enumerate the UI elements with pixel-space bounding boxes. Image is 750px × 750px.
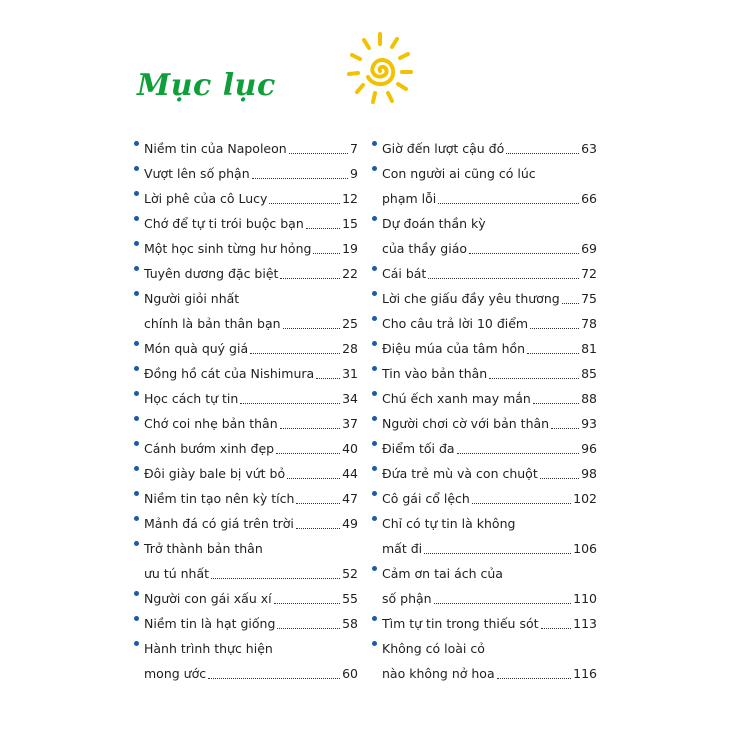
- toc-entry[interactable]: [375, 636, 597, 686]
- bullet-icon: [134, 266, 139, 271]
- toc-entry-line: [144, 486, 358, 511]
- toc-page-number: 66: [581, 191, 597, 206]
- bullet-icon: [372, 216, 377, 221]
- dot-leader: [428, 278, 579, 279]
- toc-entry-line: [382, 411, 597, 436]
- toc-entry[interactable]: [375, 486, 597, 511]
- toc-entry-line: [144, 611, 358, 636]
- toc-entry-line: [382, 636, 597, 661]
- toc-entry[interactable]: [375, 461, 597, 486]
- dot-leader: [457, 453, 580, 454]
- bullet-icon: [372, 441, 377, 446]
- dot-leader: [497, 678, 572, 679]
- toc-page-number: 58: [342, 616, 358, 631]
- toc-entry-title: Lời phê của cô Lucy: [144, 191, 268, 206]
- bullet-icon: [134, 191, 139, 196]
- bullet-icon: [134, 591, 139, 596]
- toc-entry-line: [144, 436, 358, 461]
- toc-entry[interactable]: [375, 336, 597, 361]
- dot-leader: [438, 203, 579, 204]
- toc-entry-title: Dự đoán thần kỳ: [382, 216, 486, 231]
- toc-page-number: 98: [581, 466, 597, 481]
- toc-entry-title: Niềm tin tạo nên kỳ tích: [144, 491, 295, 506]
- toc-page-number: 34: [342, 391, 358, 406]
- bullet-icon: [134, 366, 139, 371]
- dot-leader: [280, 278, 340, 279]
- toc-page-number: 49: [342, 516, 358, 531]
- bullet-icon: [134, 166, 139, 171]
- bullet-icon: [372, 566, 377, 571]
- dot-leader: [472, 503, 571, 504]
- toc-entry-title: phạm lỗi: [382, 191, 437, 206]
- toc-entry-title: Điểm tối đa: [382, 441, 455, 456]
- toc-page-number: 52: [342, 566, 358, 581]
- dot-leader: [296, 503, 340, 504]
- toc-entry-title: Cái bát: [382, 266, 427, 281]
- toc-entry[interactable]: [137, 386, 358, 411]
- toc-entry[interactable]: [375, 386, 597, 411]
- toc-entry[interactable]: [137, 186, 358, 211]
- toc-entry-title: Cho câu trả lời 10 điểm: [382, 316, 529, 331]
- toc-entry[interactable]: [137, 161, 358, 186]
- dot-leader: [469, 253, 579, 254]
- bullet-icon: [134, 341, 139, 346]
- toc-entry-title: Lời che giấu đầy yêu thương: [382, 291, 560, 306]
- toc-entry-line: [382, 186, 597, 211]
- toc-entry-line: [144, 636, 358, 661]
- toc-entry-title: Chú ếch xanh may mắn: [382, 391, 531, 406]
- toc-page-number: 93: [581, 416, 597, 431]
- toc-entry[interactable]: [137, 211, 358, 236]
- bullet-icon: [134, 641, 139, 646]
- toc-entry-title: Cánh bướm xinh đẹp: [144, 441, 275, 456]
- dot-leader: [313, 253, 340, 254]
- dot-leader: [208, 678, 340, 679]
- toc-page-number: 110: [573, 591, 597, 606]
- dot-leader: [306, 228, 340, 229]
- bullet-icon: [134, 616, 139, 621]
- toc-entry-line: [382, 236, 597, 261]
- toc-page-number: 47: [342, 491, 358, 506]
- toc-entry-line: [382, 561, 597, 586]
- toc-page-number: 69: [581, 241, 597, 256]
- toc-entry-line: [382, 611, 597, 636]
- dot-leader: [252, 178, 348, 179]
- toc-entry-line: [382, 311, 597, 336]
- bullet-icon: [134, 291, 139, 296]
- toc-entry-title: Học cách tự tin: [144, 391, 239, 406]
- dot-leader: [506, 153, 579, 154]
- bullet-icon: [372, 466, 377, 471]
- toc-entry[interactable]: [137, 586, 358, 611]
- toc-page-number: 40: [342, 441, 358, 456]
- bullet-icon: [134, 516, 139, 521]
- toc-entry-title: Vượt lên số phận: [144, 166, 250, 181]
- toc-entry-line: [382, 586, 597, 611]
- toc-entry-title: Món quà quý giá: [144, 341, 249, 356]
- dot-leader: [283, 328, 341, 329]
- toc-entry-title: Điệu múa của tâm hồn: [382, 341, 526, 356]
- toc-entry[interactable]: [137, 236, 358, 261]
- toc-entry-line: [144, 186, 358, 211]
- toc-page-number: 60: [342, 666, 358, 681]
- toc-entry-line: [382, 361, 597, 386]
- bullet-icon: [134, 466, 139, 471]
- toc-entry-title: Đứa trẻ mù và con chuột: [382, 466, 538, 481]
- bullet-icon: [372, 641, 377, 646]
- toc-page-number: 15: [342, 216, 358, 231]
- toc-entry[interactable]: [375, 286, 597, 311]
- toc-entry[interactable]: [137, 336, 358, 361]
- toc-entry-line: [382, 336, 597, 361]
- toc-entry-title: Chớ coi nhẹ bản thân: [144, 416, 278, 431]
- bullet-icon: [372, 166, 377, 171]
- toc-page-number: 113: [573, 616, 597, 631]
- toc-entry-title: Con người ai cũng có lúc: [382, 166, 536, 181]
- dot-leader: [562, 303, 579, 304]
- toc-entry[interactable]: [137, 411, 358, 436]
- dot-leader: [527, 353, 579, 354]
- bullet-icon: [372, 266, 377, 271]
- toc-entry-title: mất đi: [382, 541, 423, 556]
- dot-leader: [276, 453, 340, 454]
- toc-entry-title: Cảm ơn tai ách của: [382, 566, 503, 581]
- dot-leader: [530, 328, 579, 329]
- dot-leader: [434, 603, 572, 604]
- dot-leader: [533, 403, 579, 404]
- dot-leader: [250, 353, 340, 354]
- toc-page-number: 78: [581, 316, 597, 331]
- toc-entry-line: [144, 161, 358, 186]
- toc-page-number: 63: [581, 141, 597, 156]
- dot-leader: [316, 378, 340, 379]
- toc-entry-title: ưu tú nhất: [144, 566, 210, 581]
- toc-entry-title: Tuyên dương đặc biệt: [144, 266, 279, 281]
- toc-entry-title: Chớ để tự ti trói buộc bạn: [144, 216, 304, 231]
- toc-entry[interactable]: [375, 136, 597, 161]
- toc-entry[interactable]: [375, 361, 597, 386]
- toc-entry-title: nào không nở hoa: [382, 666, 495, 681]
- toc-page-number: 7: [350, 141, 358, 156]
- toc-entry[interactable]: [375, 311, 597, 336]
- toc-entry-title: của thầy giáo: [382, 241, 467, 256]
- bullet-icon: [134, 141, 139, 146]
- bullet-icon: [372, 291, 377, 296]
- bullet-icon: [372, 491, 377, 496]
- toc-entry-line: [144, 136, 358, 161]
- toc-entry[interactable]: [137, 136, 358, 161]
- toc-entry[interactable]: [137, 486, 358, 511]
- dot-leader: [296, 528, 340, 529]
- toc-left-column: [137, 136, 358, 686]
- dot-leader: [289, 153, 348, 154]
- toc-entry-title: chính là bản thân bạn: [144, 316, 281, 331]
- toc-page-number: 88: [581, 391, 597, 406]
- toc-entry-line: [382, 386, 597, 411]
- toc-entry-title: Niềm tin của Napoleon: [144, 141, 287, 156]
- bullet-icon: [372, 341, 377, 346]
- toc-entry-line: [382, 161, 597, 186]
- toc-entry-title: Không có loài cỏ: [382, 641, 485, 656]
- toc-entry-line: [144, 311, 358, 336]
- toc-entry-line: [144, 661, 358, 686]
- toc-entry-line: [144, 411, 358, 436]
- sun-icon: [345, 30, 415, 106]
- toc-right-column: [375, 136, 597, 686]
- toc-page-number: 22: [342, 266, 358, 281]
- bullet-icon: [372, 316, 377, 321]
- toc-entry-line: [144, 236, 358, 261]
- toc-entry-line: [382, 461, 597, 486]
- toc-entry-title: Tìm tự tin trong thiếu sót: [382, 616, 539, 631]
- toc-entry[interactable]: [375, 161, 597, 211]
- toc-entry[interactable]: [137, 536, 358, 586]
- toc-entry-line: [144, 561, 358, 586]
- dot-leader: [269, 203, 340, 204]
- toc-entry-title: Hành trình thực hiện: [144, 641, 273, 656]
- toc-entry-line: [144, 586, 358, 611]
- bullet-icon: [134, 216, 139, 221]
- toc-entry[interactable]: [137, 461, 358, 486]
- toc-page-number: 25: [342, 316, 358, 331]
- toc-entry[interactable]: [137, 511, 358, 536]
- toc-entry-title: Cô gái cổ lệch: [382, 491, 470, 506]
- toc-entry-title: Đồng hồ cát của Nishimura: [144, 366, 315, 381]
- toc-page-number: 72: [581, 266, 597, 281]
- toc-entry-line: [144, 361, 358, 386]
- toc-entry-title: Người giỏi nhất: [144, 291, 240, 306]
- bullet-icon: [134, 241, 139, 246]
- bullet-icon: [372, 516, 377, 521]
- dot-leader: [277, 628, 340, 629]
- toc-entry-line: [144, 286, 358, 311]
- toc-entry-line: [144, 386, 358, 411]
- toc-page-number: 19: [342, 241, 358, 256]
- dot-leader: [540, 478, 579, 479]
- toc-entry-title: Tin vào bản thân: [382, 366, 488, 381]
- toc-entry[interactable]: [137, 611, 358, 636]
- toc-page-number: 12: [342, 191, 358, 206]
- dot-leader: [211, 578, 340, 579]
- bullet-icon: [372, 366, 377, 371]
- toc-entry-line: [382, 286, 597, 311]
- bullet-icon: [134, 491, 139, 496]
- toc-page-number: 106: [573, 541, 597, 556]
- toc-page-number: 116: [573, 666, 597, 681]
- dot-leader: [274, 603, 341, 604]
- toc-entry-title: Chỉ có tự tin là không: [382, 516, 516, 531]
- bullet-icon: [372, 391, 377, 396]
- toc-entry-title: Đôi giày bale bị vứt bỏ: [144, 466, 286, 481]
- toc-page-number: 55: [342, 591, 358, 606]
- toc-entry[interactable]: [137, 286, 358, 336]
- dot-leader: [551, 428, 579, 429]
- toc-entry[interactable]: [375, 561, 597, 611]
- toc-entry-title: mong ước: [144, 666, 207, 681]
- toc-entry[interactable]: [137, 436, 358, 461]
- toc-entry-title: số phận: [382, 591, 432, 606]
- toc-entry[interactable]: [375, 411, 597, 436]
- toc-page-number: 31: [342, 366, 358, 381]
- dot-leader: [541, 628, 572, 629]
- dot-leader: [240, 403, 340, 404]
- toc-entry[interactable]: [375, 511, 597, 561]
- toc-page-number: 75: [581, 291, 597, 306]
- toc-entry-title: Trở thành bản thân: [144, 541, 263, 556]
- toc-entry-line: [382, 536, 597, 561]
- toc-page-number: 96: [581, 441, 597, 456]
- toc-page-number: 44: [342, 466, 358, 481]
- toc-entry-line: [382, 211, 597, 236]
- toc-entry[interactable]: [375, 611, 597, 636]
- toc-entry[interactable]: [137, 636, 358, 686]
- toc-entry-title: Một học sinh từng hư hỏng: [144, 241, 312, 256]
- toc-entry[interactable]: [137, 261, 358, 286]
- bullet-icon: [372, 141, 377, 146]
- toc-entry[interactable]: [375, 211, 597, 261]
- toc-entry[interactable]: [375, 436, 597, 461]
- toc-page-number: 81: [581, 341, 597, 356]
- toc-page-number: 28: [342, 341, 358, 356]
- toc-page-number: 9: [350, 166, 358, 181]
- page-title: Mục lục: [137, 68, 276, 103]
- toc-entry-line: [382, 261, 597, 286]
- bullet-icon: [134, 416, 139, 421]
- toc-entry-line: [382, 136, 597, 161]
- toc-entry-line: [144, 211, 358, 236]
- toc-page-number: 102: [573, 491, 597, 506]
- toc-entry-title: Người con gái xấu xí: [144, 591, 272, 606]
- toc-entry[interactable]: [137, 361, 358, 386]
- toc-entry-line: [382, 436, 597, 461]
- toc-entry-line: [144, 261, 358, 286]
- toc-entry-line: [382, 486, 597, 511]
- toc-entry-title: Người chơi cờ với bản thân: [382, 416, 550, 431]
- toc-entry-line: [382, 661, 597, 686]
- bullet-icon: [134, 441, 139, 446]
- toc-page-number: 37: [342, 416, 358, 431]
- toc-entry-line: [144, 461, 358, 486]
- bullet-icon: [134, 541, 139, 546]
- dot-leader: [424, 553, 571, 554]
- dot-leader: [280, 428, 340, 429]
- bullet-icon: [372, 616, 377, 621]
- toc-entry-title: Mảnh đá có giá trên trời: [144, 516, 294, 531]
- bullet-icon: [372, 416, 377, 421]
- toc-entry-line: [382, 511, 597, 536]
- dot-leader: [287, 478, 340, 479]
- toc-page-number: 85: [581, 366, 597, 381]
- toc-entry-line: [144, 536, 358, 561]
- toc-entry[interactable]: [375, 261, 597, 286]
- toc-entry-line: [144, 336, 358, 361]
- toc-entry-title: Niềm tin là hạt giống: [144, 616, 276, 631]
- dot-leader: [489, 378, 579, 379]
- toc-entry-line: [144, 511, 358, 536]
- bullet-icon: [134, 391, 139, 396]
- toc-entry-title: Giờ đến lượt cậu đó: [382, 141, 505, 156]
